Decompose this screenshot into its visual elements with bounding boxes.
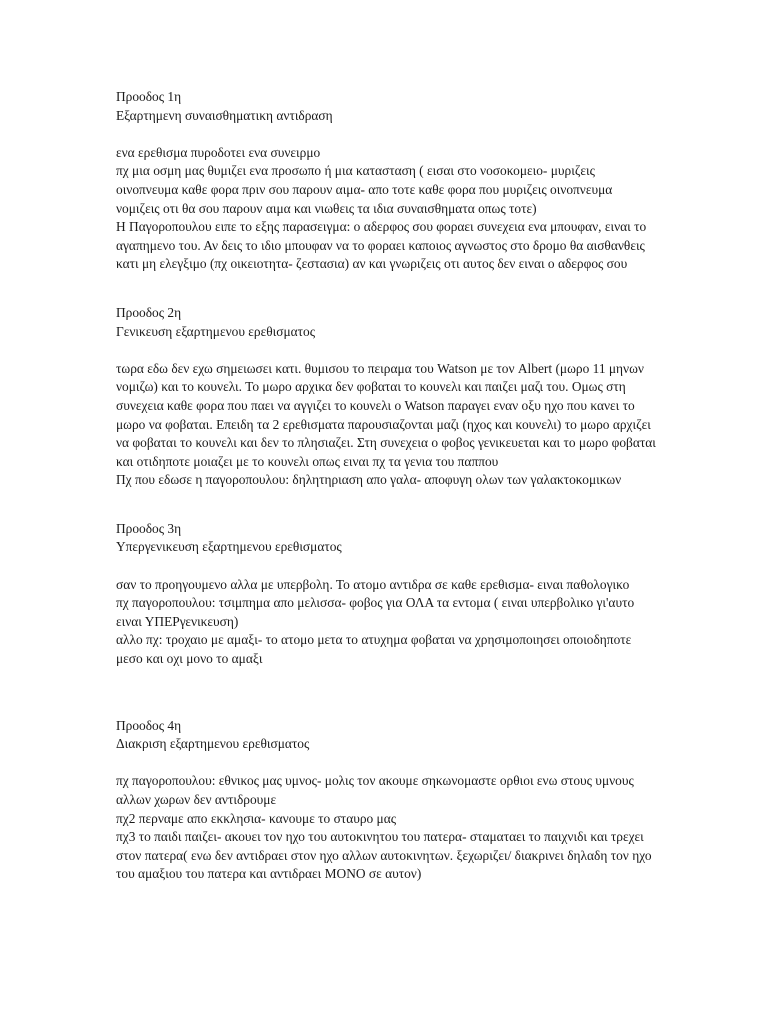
paragraph: αλλο πχ: τροχαιο με αμαξι- το ατομο μετα το ατυχημα φοβαται να χρησιμοποιησει οποιοδηποτε μεσο και οχι μονο το αμαξι <box>116 632 632 667</box>
paragraph: πχ παγοροπουλου: τσιμπημα απο μελισσα- φοβος για ΟΛΑ τα εντομα ( ειναι υπερβολικο γι'αυτο ειναι ΥΠΕΡγενικευση) <box>116 595 635 629</box>
paragraph: τωρα εδω δεν εχω σημειωσει κατι. θυμισου το πειραμα του Watson με τον Albert (μωρο 11 μηνων νομιζω) και το κουνελι. Το μωρο αρχικα δεν φοβαται το κουνελι και παιζει μαζι του. Ομως στη συνεχεια καθε φορα που παει να αγγιζει το κουνελι ο Watson παραγει εναν οξυ ηχο που κανει το μωρο να φοβαται. Επειδη τα 2 ερεθισματα παρουσιαζονται μαζι (ηχος και κουνελι) το μωρο αρχιζει να φοβαται το κουνελι και δεν το πλησιαζει. Στη συνεχεια ο φοβος γενικευεται και το μωρο φοβαται και οτιδηποτε μοιαζει με το κουνελι οπως ειναι πχ τα γενια του παππου <box>116 360 656 469</box>
section-title: Προοδος 2η <box>116 304 182 320</box>
paragraph: πχ παγοροπουλου: εθνικος μας υμνος- μολις τον ακουμε σηκωνομαστε ορθιοι ενω στους υμνους αλλων χωρων δεν αντιδρουμε <box>116 773 634 807</box>
paragraph: ενα ερεθισμα πυροδοτει ενα συνειρμο <box>116 144 321 160</box>
section-title: Προοδος 1η <box>116 89 182 104</box>
paragraph: σαν το προηγουμενο αλλα με υπερβολη. Το ατομο αντιδρα σε καθε ερεθισμα- ειναι παθολογικο <box>116 576 630 592</box>
document-page <box>116 88 656 884</box>
paragraph: πχ2 περναμε απο εκκλησια- κανουμε το σταυρο μας <box>116 810 397 826</box>
section-title: Προοδος 3η <box>116 520 182 536</box>
paragraph: πχ3 το παιδι παιζει- ακουει τον ηχο του αυτοκινητου του πατερα- σταματαει το παιχνιδι και τρεχει στον πατερα( ενω δεν αντιδραει στον ηχο αλλων αυτοκινητων. ξεχωριζει/ διακρινει δηλαδη τον ηχο του αμαξιου του πατερα και αντιδραει ΜΟΝΟ σε αυτον) <box>116 829 652 882</box>
paragraph: Πχ που εδωσε η παγοροπουλου: δηλητηριαση απο γαλα- αποφυγη ολων των γαλακτοκομικων <box>116 472 622 488</box>
section-1 <box>116 88 656 274</box>
paragraph: Η Παγοροπουλου ειπε το εξης παρασειγμα: ο αδερφος σου φοραει συνεχεια ενα μπουφαν, ειναι το αγαπημενο του. Αν δεις το ιδιο μπουφαν να το φοραει καποιος αγνωστος στο δρομο θα αισθανθεις κατι μη ελεγξιμο (πχ οικειοτητα- ζεστασια) αν και γνωριζεις οτι αυτος δεν ειναι ο αδερφος σου <box>116 219 647 272</box>
section-4 <box>116 717 656 884</box>
paragraph: πχ μια οσμη μας θυμιζει ενα προσωπο ή μια κατασταση ( εισαι στο νοσοκομειο- μυριζεις οινοπνευμα καθε φορα πριν σου παρουν αιμα- απο τοτε καθε φορα που μυριζεις οινοπνευμα νομιζεις οτι θα σου παρουν αιμα και νιωθεις τα ιδια συναισθηματα οπως τοτε) <box>116 163 613 216</box>
section-subtitle: Γενικευση εξαρτημενου ερεθισματος <box>116 323 316 339</box>
section-subtitle: Διακριση εξαρτημενου ερεθισματος <box>116 736 310 752</box>
section-2 <box>116 304 656 490</box>
section-3 <box>116 520 656 669</box>
section-subtitle: Υπεργενικευση εξαρτημενου ερεθισματος <box>116 539 342 555</box>
section-title: Προοδος 4η <box>116 717 182 733</box>
section-subtitle: Εξαρτημενη συναισθηματικη αντιδραση <box>116 107 333 123</box>
